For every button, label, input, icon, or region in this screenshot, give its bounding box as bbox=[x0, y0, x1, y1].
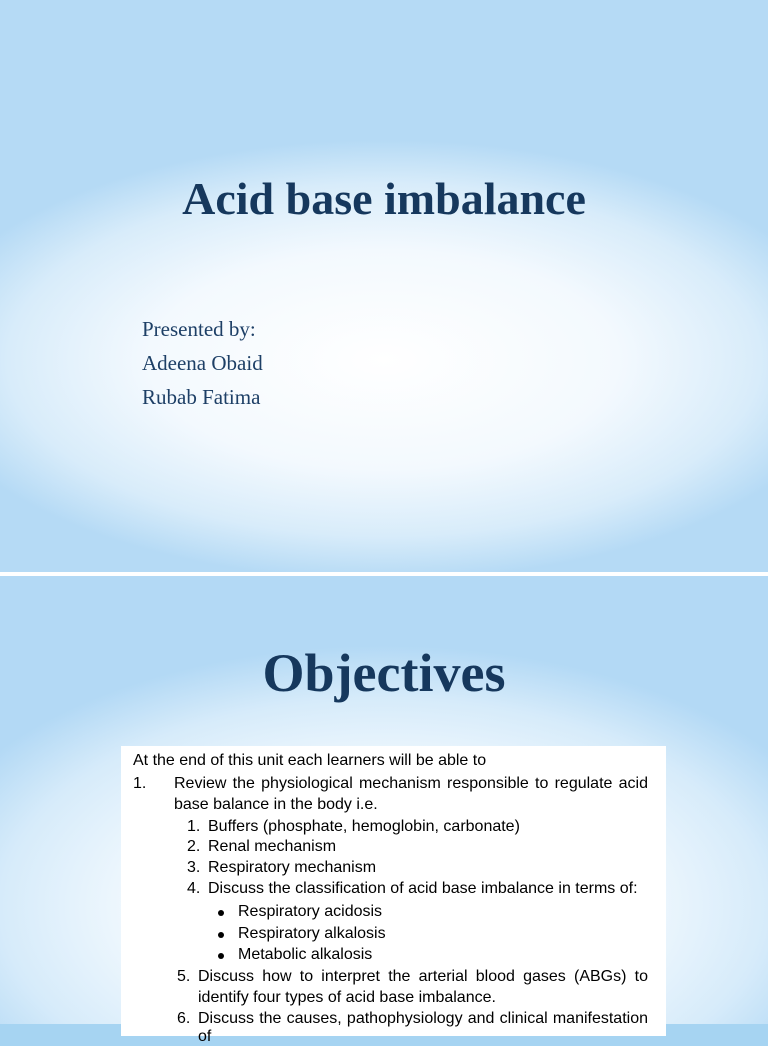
objective-text: Discuss how to interpret the arterial blood gases (ABGs) to bbox=[198, 968, 648, 985]
presenter-name: Rubab Fatima bbox=[142, 385, 261, 409]
list-number: 1. bbox=[133, 775, 147, 792]
list-number: 6. bbox=[177, 1010, 191, 1027]
list-item: Buffers (phosphate, hemoglobin, carbonate) bbox=[208, 818, 520, 835]
slide-title: Acid base imbalance bbox=[182, 173, 586, 224]
bullet-icon bbox=[218, 932, 224, 938]
bullet-icon bbox=[218, 953, 224, 959]
objective-text: Discuss the causes, pathophysiology and clinical manifestation of bbox=[198, 1010, 648, 1045]
objective-text: Review the physiological mechanism responsible to regulate acid bbox=[174, 775, 648, 792]
objective-text: identify four types of acid base imbalance. bbox=[198, 989, 496, 1006]
objectives-textbox bbox=[121, 746, 666, 1045]
list-item: Renal mechanism bbox=[208, 838, 337, 855]
list-number: 2. bbox=[187, 838, 201, 855]
slide-title: Objectives bbox=[262, 643, 506, 703]
list-item: Respiratory mechanism bbox=[208, 859, 377, 876]
presenter-name: Adeena Obaid bbox=[142, 351, 263, 375]
list-number: 1. bbox=[187, 818, 201, 835]
bullet-item: Respiratory alkalosis bbox=[238, 925, 386, 942]
objectives-slide bbox=[0, 576, 768, 1045]
list-number: 5. bbox=[177, 968, 191, 985]
presenters-block bbox=[142, 312, 263, 414]
list-number: 4. bbox=[187, 880, 201, 897]
objective-text: base balance in the body i.e. bbox=[174, 796, 378, 813]
list-number: 3. bbox=[187, 859, 201, 876]
objectives-intro: At the end of this unit each learners will be able to bbox=[133, 752, 487, 769]
bullet-item: Metabolic alkalosis bbox=[238, 946, 373, 963]
list-item: Discuss the classification of acid base imbalance in terms of: bbox=[208, 880, 638, 897]
bullet-icon bbox=[218, 910, 224, 916]
presented-by-label: Presented by: bbox=[142, 317, 256, 341]
bullet-item: Respiratory acidosis bbox=[238, 903, 383, 920]
